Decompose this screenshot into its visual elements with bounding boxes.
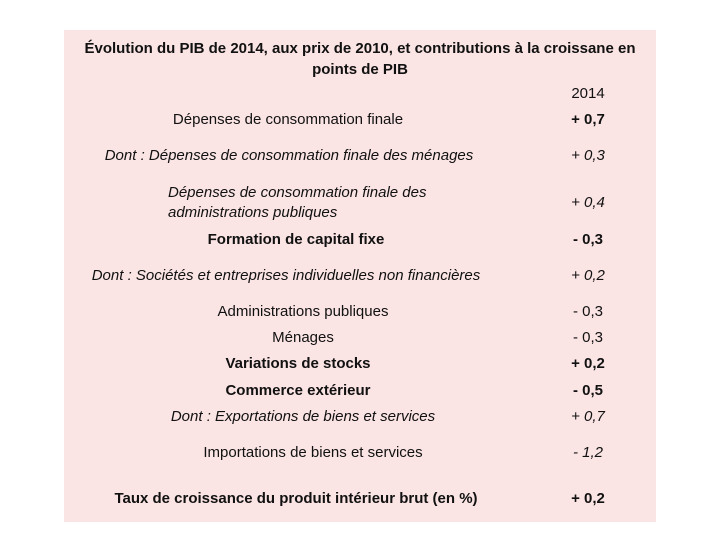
row-label: Dont : Exportations de biens et services [170, 408, 436, 425]
column-header-year: 2014 [571, 85, 605, 102]
row-value: + 0,7 [571, 408, 605, 425]
row-label: Variations de stocks [225, 355, 371, 372]
row-value: + 0,2 [571, 490, 605, 507]
row-value: - 1,2 [572, 444, 603, 461]
row-label: Dépenses de consommation finale des administrations publiques [168, 184, 427, 221]
row-label: Commerce extérieur [225, 382, 371, 399]
row-value: + 0,2 [571, 267, 605, 284]
row-label: Ménages [272, 329, 334, 346]
row-value: - 0,3 [572, 303, 603, 320]
row-label: Dépenses de consommation finale [172, 111, 404, 128]
row-value: + 0,2 [571, 355, 605, 372]
row-value: + 0,4 [571, 194, 605, 211]
row-label: Administrations publiques [217, 303, 389, 320]
row-value: - 0,5 [572, 382, 603, 399]
row-value: + 0,3 [571, 147, 605, 164]
row-label: Formation de capital fixe [207, 231, 385, 248]
row-label: Dont : Dépenses de consommation finale des ménages [104, 147, 474, 164]
row-label: Dont : Sociétés et entreprises individuelles non financières [91, 267, 481, 284]
table-title: Évolution du PIB de 2014, aux prix de 2010, et contributions à la croissane en points de PIB [84, 40, 636, 78]
row-value: + 0,7 [571, 111, 605, 128]
row-label: Importations de biens et services [203, 444, 423, 461]
row-value: - 0,3 [572, 231, 603, 248]
gdp-table-panel [64, 30, 656, 522]
row-label: Taux de croissance du produit intérieur brut (en %) [114, 490, 478, 507]
row-value: - 0,3 [572, 329, 603, 346]
